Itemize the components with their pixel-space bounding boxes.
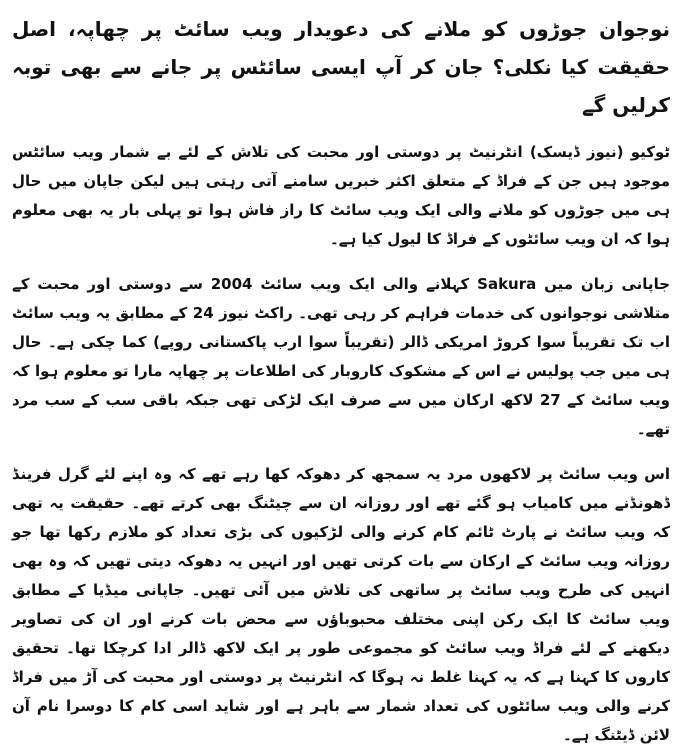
article-headline: نوجوان جوڑوں کو ملانے کی دعویدار ویب سائٹ پر چھاپہ، اصل حقیقت کیا نکلی؟ جان کر آپ ایسی سائٹس پر جانے سے بھی توبہ کرلیں گے	[12, 17, 670, 117]
article-paragraph-details: اس ویب سائٹ پر لاکھوں مرد یہ سمجھ کر دھوکہ کھا رہے تھے کہ وہ اپنے لئے گرل فرینڈ ڈھونڈنے میں کامیاب ہو گئے تھے اور روزانہ ان سے چیٹنگ بھی کرتے تھے۔ حقیقت یہ تھی کہ ویب سائٹ نے پارٹ ٹائم کام کرنے والی لڑکیوں کی بڑی تعداد کو ملازم رکھا تھا جو روزانہ ویب سائٹ کے ارکان سے بات کرتی تھیں اور انہیں یہ دھوکہ دیتی تھیں کہ وہ بھی انہیں کی طرح ویب سائٹ پر ساتھی کی تلاش میں آئی تھیں۔ جاپانی میڈیا کے مطابق ویب سائٹ کا ایک رکن اپنی مختلف محبوباؤں سے محض بات کرنے اور ان کی تصاویر دیکھنے کے لئے فراڈ ویب سائٹ کو مجموعی طور پر ایک لاکھ ڈالر ادا کرچکا تھا۔ تحقیق کاروں کا کہنا ہے کہ یہ کہنا غلط نہ ہوگا کہ انٹرنیٹ پر دوستی اور محبت کی آڑ میں فراڈ کرنے والی ویب سائٹوں کی تعداد شمار سے باہر ہے اور شاید اسی کام کا دوسرا نام آن لائن ڈیٹنگ ہے۔	[12, 465, 670, 744]
article-paragraph-intro: ٹوکیو (نیوز ڈیسک) انٹرنیٹ پر دوستی اور محبت کی تلاش کے لئے بے شمار ویب سائٹس موجود ہیں جن کے فراڈ کے متعلق اکثر خبریں سامنے آتی رہتی ہیں لیکن جاپان میں حال ہی میں جوڑوں کو ملانے والی ایک ویب سائٹ کا راز فاش ہوا تو پہلی بار یہ بھی معلوم ہوا کہ ان ویب سائٹوں کے فراڈ کا لیول کیا ہے۔	[12, 143, 670, 248]
article-paragraph-sakura: جاپانی زبان میں Sakura کہلانے والی ایک ویب سائٹ 2004 سے دوستی اور محبت کے متلاشی نوجوانوں کی خدمات فراہم کر رہی تھی۔ راکٹ نیوز 24 کے مطابق یہ ویب سائٹ اب تک تقریباً سوا کروڑ امریکی ڈالر (تقریباً سوا ارب پاکستانی روپے) کما چکی ہے۔ حال ہی میں جب پولیس نے اس کے مشکوک کاروبار کی اطلاعات پر چھاپہ مارا تو معلوم ہوا کہ ویب سائٹ کے 27 لاکھ ارکان میں سے صرف ایک لڑکی تھی جبکہ باقی سب کے سب مرد تھے۔	[12, 275, 671, 438]
